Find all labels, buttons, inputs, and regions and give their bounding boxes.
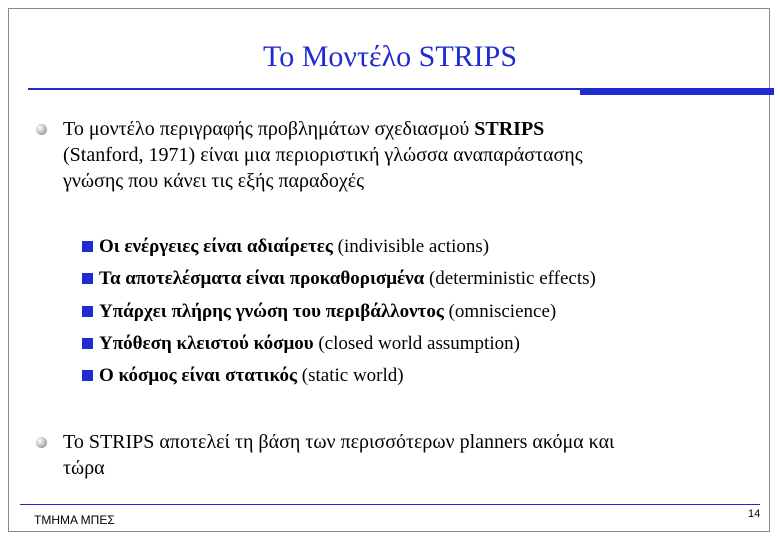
bullet-dot-icon — [36, 437, 47, 448]
slide-title: Το Μοντέλο STRIPS — [262, 40, 518, 73]
page-number: 14 — [748, 508, 761, 520]
bullet-line: γνώσης που κάνει τις εξής παραδοχές — [63, 170, 365, 192]
bullet-line: (Stanford, 1971) είναι μια περιοριστική γλώσσα αναπαράστασης — [63, 144, 583, 166]
bullet-strips-basis — [40, 429, 750, 485]
square-bullet-icon — [82, 306, 93, 317]
bullet-strips-definition — [40, 116, 750, 196]
square-bullet-icon — [82, 241, 93, 252]
square-bullet-icon — [82, 273, 93, 284]
bullet-line: τώρα — [63, 457, 105, 479]
title-accent-bar — [580, 88, 774, 95]
footer-department: ΤΜΗΜΑ ΜΠΕΣ — [34, 513, 115, 527]
footer-rule — [20, 504, 760, 505]
bullet-dot-icon — [36, 124, 47, 135]
bullet-line: Το μοντέλο περιγραφής προβλημάτων σχεδιασμού STRIPS — [63, 118, 545, 140]
bullet-text — [63, 116, 743, 194]
bullet-text — [63, 429, 743, 481]
square-bullet-icon — [82, 370, 93, 381]
square-bullet-icon — [82, 338, 93, 349]
bullet-line: Το STRIPS αποτελεί τη βάση των περισσότερων planners ακόμα και — [63, 431, 615, 453]
